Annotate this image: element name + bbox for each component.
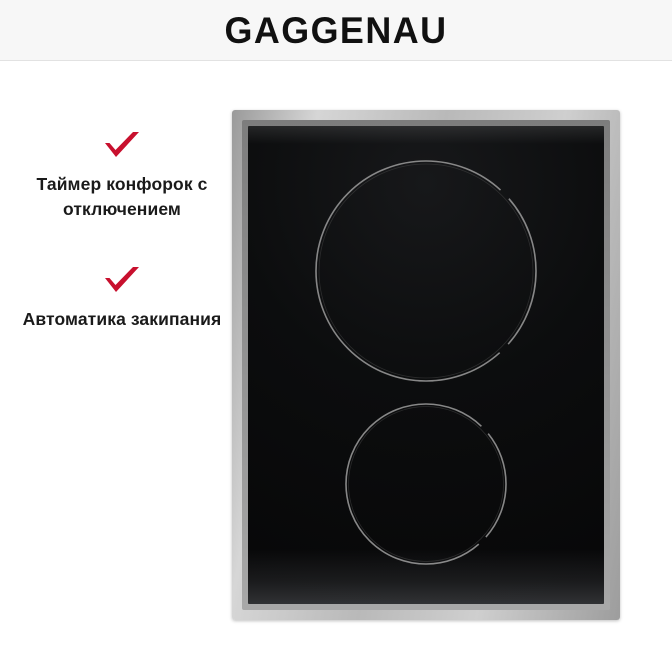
check-icon bbox=[102, 265, 142, 297]
feature-item bbox=[8, 130, 236, 223]
feature-list bbox=[8, 130, 236, 374]
cooktop-image bbox=[232, 110, 620, 620]
feature-item bbox=[8, 265, 236, 332]
feature-label: Автоматика закипания bbox=[22, 308, 222, 329]
brand-header bbox=[0, 0, 672, 60]
burner-rings bbox=[248, 126, 604, 604]
brand-wordmark: GAGGENAU bbox=[224, 9, 448, 51]
burner-small bbox=[346, 404, 506, 564]
header-divider bbox=[0, 60, 672, 61]
check-icon bbox=[102, 130, 142, 162]
cooktop-glass-surface bbox=[248, 126, 604, 604]
feature-label: Таймер конфорок с отключением bbox=[36, 174, 208, 220]
burner-large bbox=[316, 161, 536, 381]
